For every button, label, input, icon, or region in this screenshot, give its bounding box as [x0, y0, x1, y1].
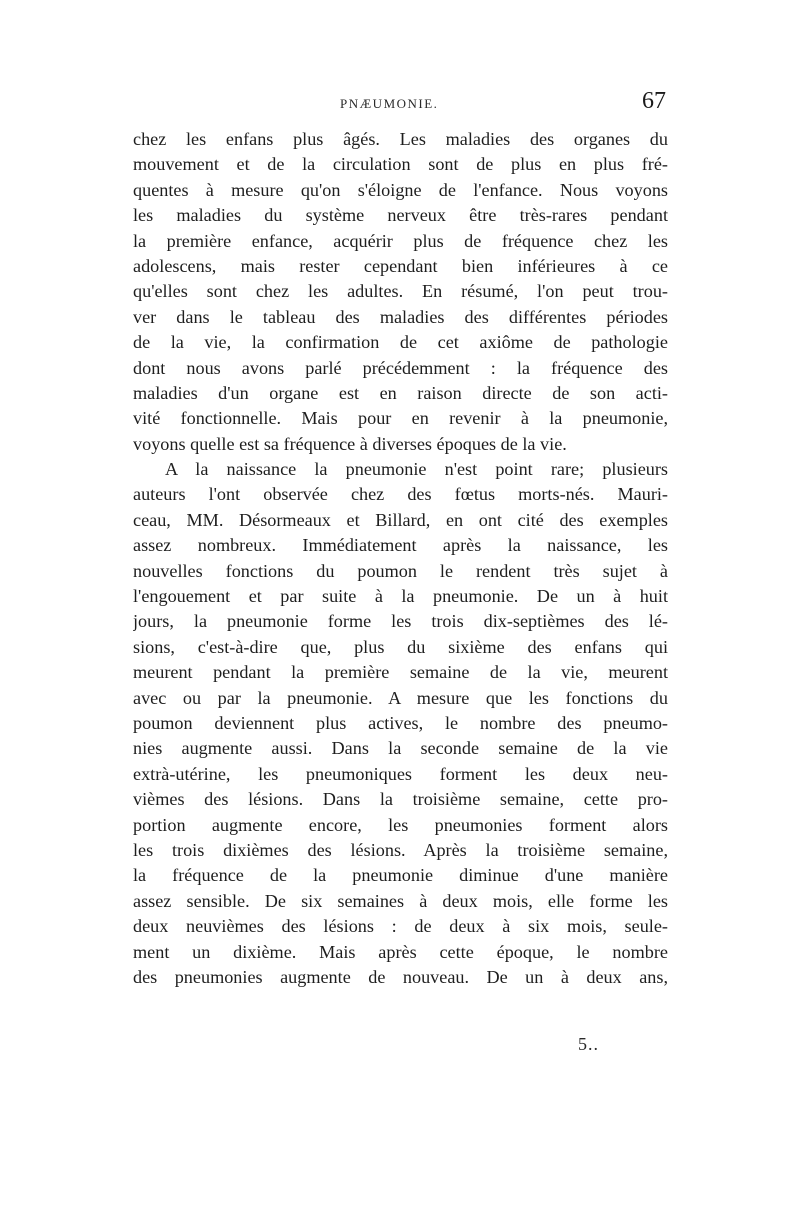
text-line: la fréquence de la pneumonie diminue d'une manière: [133, 865, 668, 886]
text-line: deux neuvièmes des lésions : de deux à six mois, seule-: [133, 916, 668, 937]
text-line: adolescens, mais rester cependant bien inférieures à ce: [133, 255, 668, 276]
text-line: de la vie, la confirmation de cet axiôme de pathologie: [133, 332, 668, 353]
text-line: les trois dixièmes des lésions. Après la troisième semaine,: [133, 839, 668, 860]
text-line: qu'elles sont chez les adultes. En résumé, l'on peut trou-: [133, 281, 668, 302]
paragraph-start-line: A la naissance la pneumonie n'est point rare; plusieurs: [165, 459, 668, 480]
paragraph-end-line: voyons quelle est sa fréquence à diverses époques de la vie.: [133, 433, 567, 454]
text-line: sions, c'est-à-dire que, plus du sixième des enfans qui: [133, 636, 668, 657]
body-text: [133, 127, 668, 990]
text-line: ver dans le tableau des maladies des différentes périodes: [133, 306, 668, 327]
text-line: ment un dixième. Mais après cette époque, le nombre: [133, 941, 668, 962]
text-line: des pneumonies augmente de nouveau. De un à deux ans,: [133, 966, 668, 987]
text-line: assez nombreux. Immédiatement après la naissance, les: [133, 535, 668, 556]
text-line: avec ou par la pneumonie. A mesure que les fonctions du: [133, 687, 668, 708]
text-line: quentes à mesure qu'on s'éloigne de l'enfance. Nous voyons: [133, 179, 668, 200]
text-line: nouvelles fonctions du poumon le rendent très sujet à: [133, 560, 668, 581]
text-line: les maladies du système nerveux être très-rares pendant: [133, 205, 668, 226]
running-head: [130, 90, 670, 120]
text-line: maladies d'un organe est en raison directe de son acti-: [133, 382, 668, 403]
text-line: l'engouement et par suite à la pneumonie. De un à huit: [133, 586, 668, 607]
text-line: portion augmente encore, les pneumonies forment alors: [133, 814, 668, 835]
text-line: auteurs l'ont observée chez des fœtus morts-nés. Mauri-: [133, 484, 668, 505]
text-line: dont nous avons parlé précédemment : la fréquence des: [133, 357, 668, 378]
text-line: mouvement et de la circulation sont de plus en plus fré-: [133, 154, 668, 175]
signature-mark: 5..: [578, 1034, 599, 1054]
text-line: meurent pendant la première semaine de la vie, meurent: [133, 662, 668, 683]
text-line: ceau, MM. Désormeaux et Billard, en ont cité des exemples: [133, 509, 668, 530]
text-line: extrà-utérine, les pneumoniques forment les deux neu-: [133, 763, 668, 784]
text-line: jours, la pneumonie forme les trois dix-septièmes des lé-: [133, 611, 668, 632]
text-line: assez sensible. De six semaines à deux mois, elle forme les: [133, 890, 668, 911]
text-line: chez les enfans plus âgés. Les maladies des organes du: [133, 129, 668, 149]
text-line: poumon deviennent plus actives, le nombre des pneumo-: [133, 712, 668, 733]
running-title: PNÆUMONIE.: [340, 96, 439, 111]
text-line: nies augmente aussi. Dans la seconde semaine de la vie: [133, 738, 668, 759]
text-line: vièmes des lésions. Dans la troisième semaine, cette pro-: [133, 789, 668, 810]
page-number: 67: [642, 88, 666, 114]
text-line: vité fonctionnelle. Mais pour en revenir à la pneumonie,: [133, 408, 668, 429]
text-line: la première enfance, acquérir plus de fréquence chez les: [133, 230, 668, 251]
